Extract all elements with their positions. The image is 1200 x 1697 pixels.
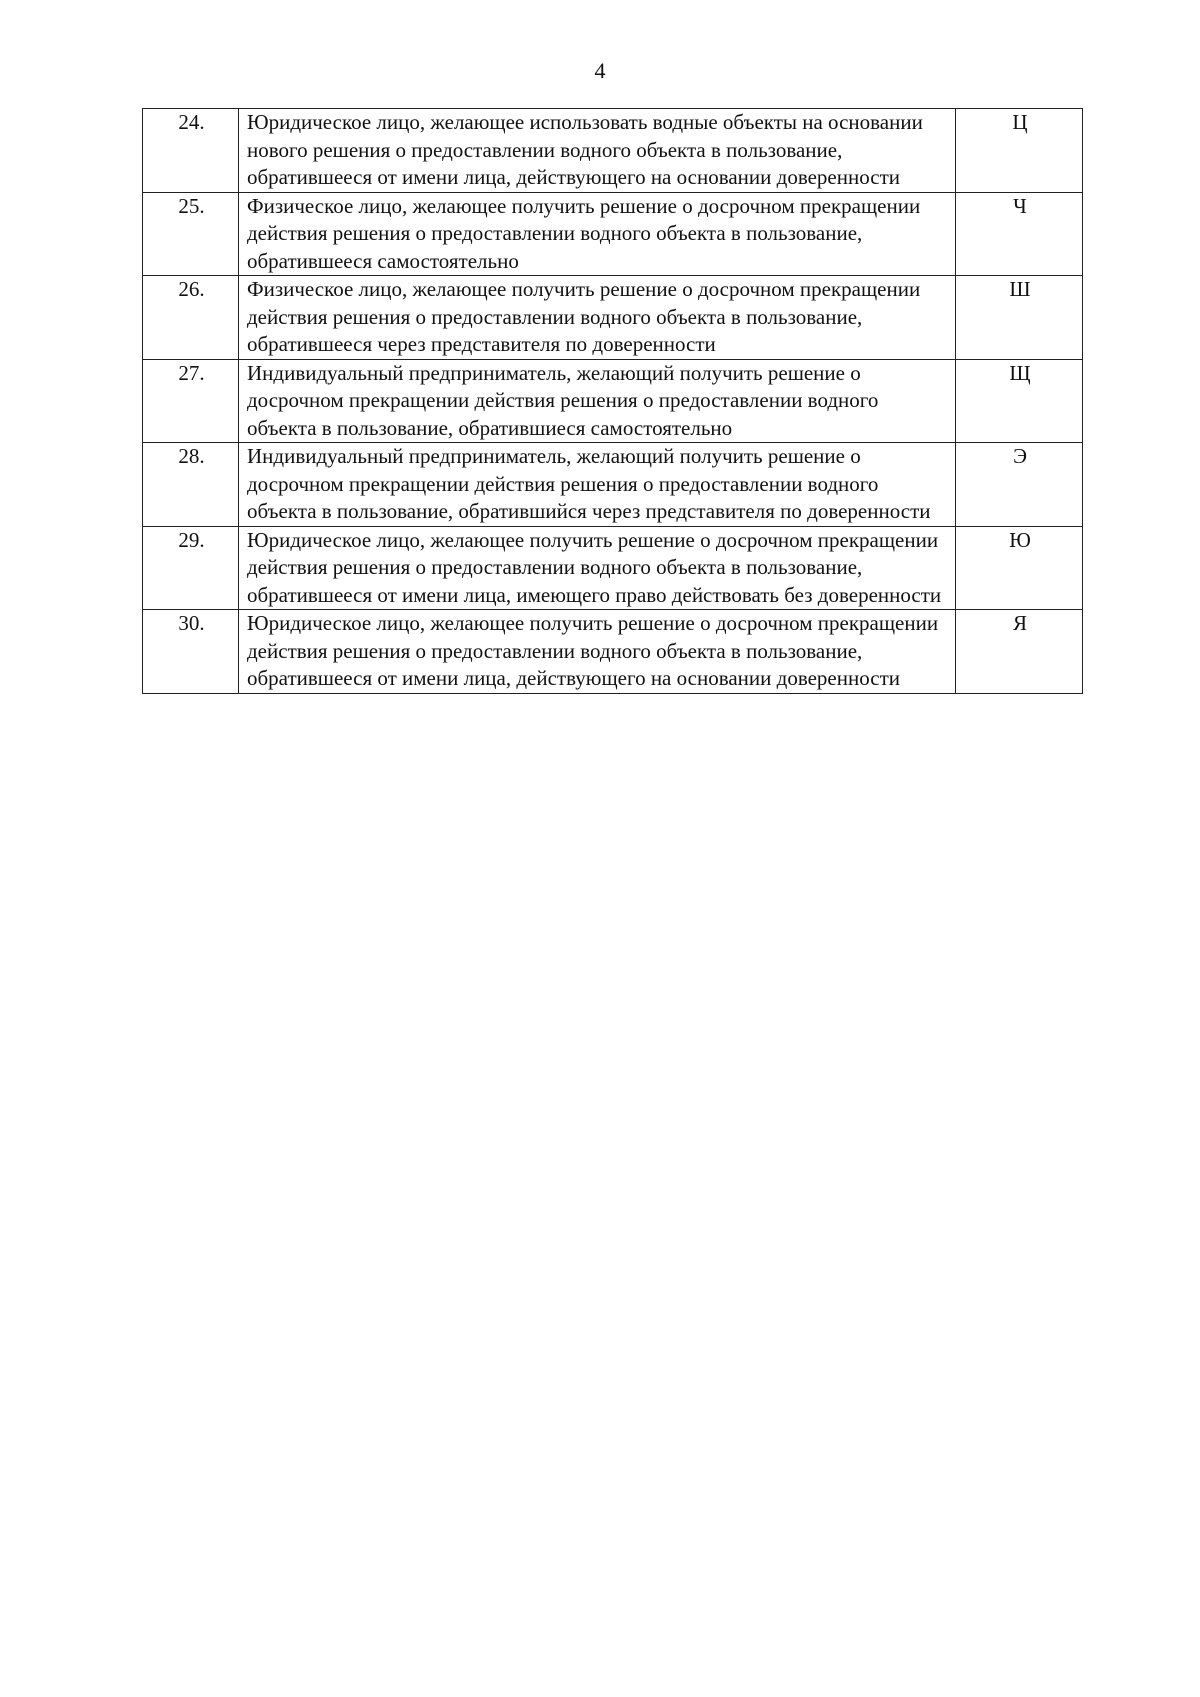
row-description: Физическое лицо, желающее получить решение о досрочном прекращении действия решения о предоставлении водного объекта в пользование, обратившееся через представителя по доверенности [239,276,956,360]
row-number: 24. [143,109,239,193]
row-code: Ш [956,276,1083,360]
row-description: Индивидуальный предприниматель, желающий получить решение о досрочном прекращении действия решения о предоставлении водного объекта в пользование, обратившиеся самостоятельно [239,359,956,443]
row-number: 28. [143,443,239,527]
row-code: Ч [956,192,1083,276]
row-code: Э [956,443,1083,527]
row-code: Я [956,610,1083,694]
row-code: Щ [956,359,1083,443]
row-number: 26. [143,276,239,360]
row-code: Ц [956,109,1083,193]
table-row [143,359,1083,443]
applicant-categories-table [142,108,1083,694]
row-number: 30. [143,610,239,694]
row-description: Юридическое лицо, желающее получить решение о досрочном прекращении действия решения о предоставлении водного объекта в пользование, обратившееся от имени лица, имеющего право действовать без доверенности [239,526,956,610]
row-number: 25. [143,192,239,276]
page-number: 4 [594,58,606,83]
row-number: 27. [143,359,239,443]
row-number: 29. [143,526,239,610]
table-row [143,276,1083,360]
row-description: Физическое лицо, желающее получить решение о досрочном прекращении действия решения о предоставлении водного объекта в пользование, обратившееся самостоятельно [239,192,956,276]
table-row [143,192,1083,276]
row-description: Юридическое лицо, желающее получить решение о досрочном прекращении действия решения о предоставлении водного объекта в пользование, обратившееся от имени лица, действующего на основании доверенности [239,610,956,694]
table-row [143,526,1083,610]
table-row [143,610,1083,694]
table-row [143,443,1083,527]
row-description: Юридическое лицо, желающее использовать водные объекты на основании нового решения о предоставлении водного объекта в пользование, обратившееся от имени лица, действующего на основании доверенности [239,109,956,193]
row-description: Индивидуальный предприниматель, желающий получить решение о досрочном прекращении действия решения о предоставлении водного объекта в пользование, обратившийся через представителя по доверенности [239,443,956,527]
table-row [143,109,1083,193]
row-code: Ю [956,526,1083,610]
